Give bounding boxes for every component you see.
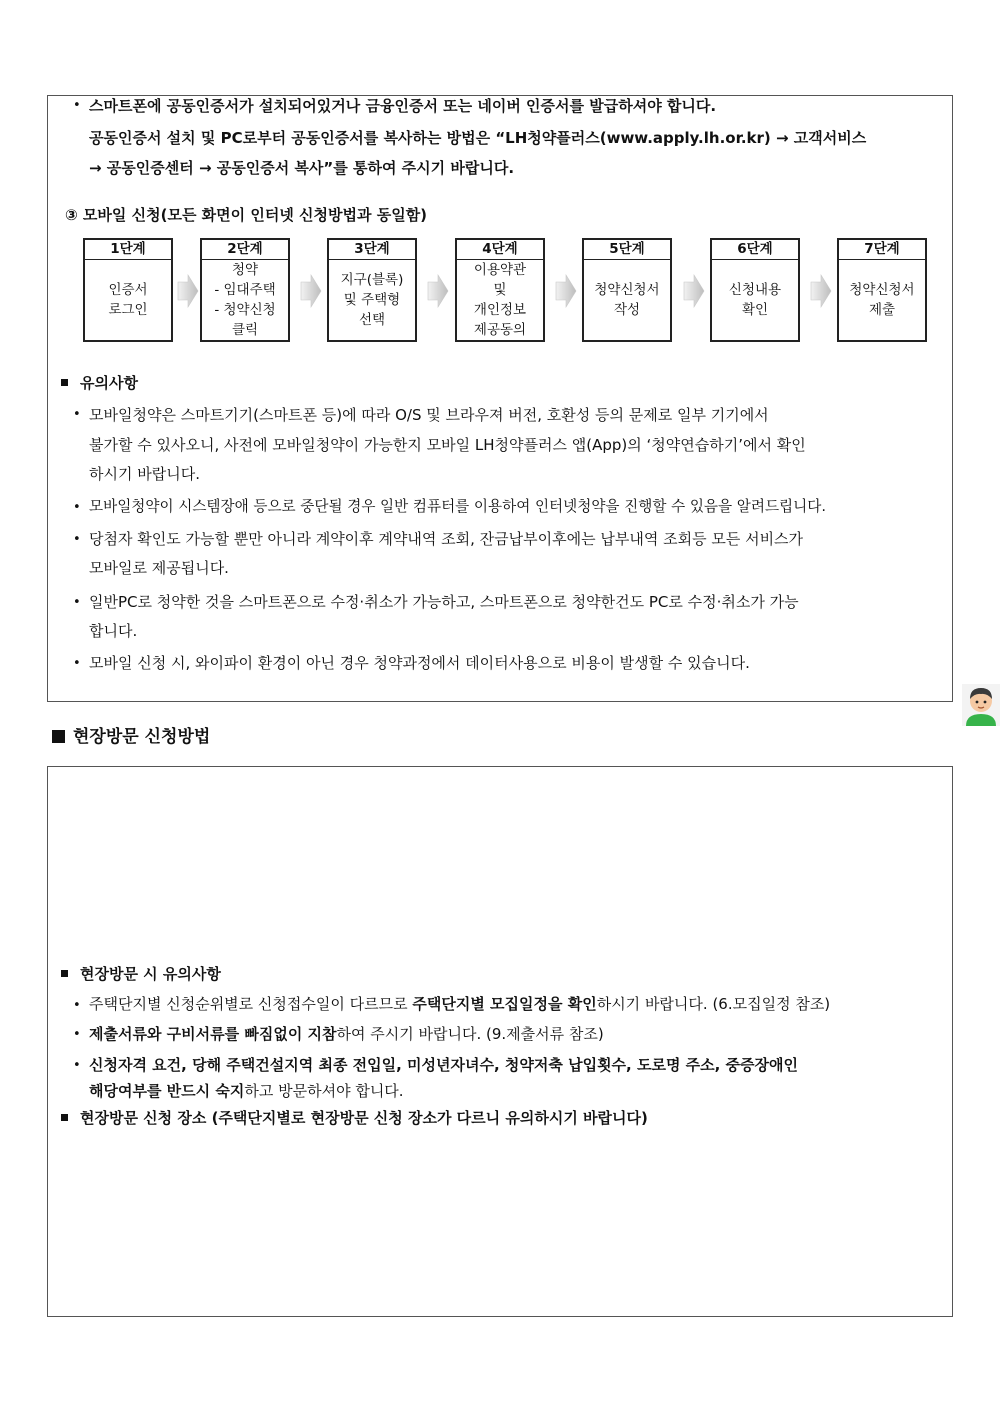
step-1-body: 인증서 로그인 — [108, 282, 148, 318]
section-title-text: 현장방문 신청방법 — [73, 727, 211, 747]
visit-note-1-a: 주택단지별 신청순위별로 신청접수일이 다르므로 — [89, 995, 413, 1013]
step-arrow-icon — [299, 274, 323, 308]
note-4-line1: 일반PC로 청약한 것을 스마트폰으로 수정·취소가 가능하고, 스마트폰으로 청약한건도 PC로 수정·취소가 가능 — [89, 593, 799, 611]
step-1-head: 1단계 — [85, 240, 171, 260]
note-1-line3: 하시기 바랍니다. — [89, 465, 200, 483]
bullet-dot: • — [73, 1027, 81, 1042]
step-4-box — [455, 238, 545, 342]
step-6-body: 신청내용 확인 — [728, 282, 782, 318]
visit-place-title: 현장방문 신청 장소 (주택단지별로 현장방문 신청 장소가 다르니 유의하시기 바랍니다) — [80, 1109, 648, 1127]
step-6-head: 6단계 — [712, 240, 798, 260]
bullet-dot: • — [73, 656, 81, 671]
cert-notice-line3: → 공동인증센터 → 공동인증서 복사”를 통하여 주시기 바랍니다. — [89, 159, 515, 177]
step-2-head: 2단계 — [202, 240, 288, 260]
visit-notes-title: 현장방문 시 유의사항 — [80, 965, 221, 983]
square-bullet-icon — [61, 379, 68, 386]
step-4-body: 이용약관 및 개인정보 제공동의 — [473, 262, 527, 338]
visit-note-3-line1: 신청자격 요건, 당해 주택건설지역 최종 전입일, 미성년자녀수, 청약저축 납입횟수, 도로명 주소, 중증장애인 — [89, 1056, 799, 1074]
visit-note-2-bold: 제출서류와 구비서류를 빠짐없이 지참 — [89, 1025, 337, 1043]
visit-note-1 — [89, 994, 830, 1014]
step-5-body: 청약신청서 작성 — [594, 282, 660, 318]
bullet-dot: • — [73, 500, 81, 515]
step-arrow-icon — [176, 274, 200, 308]
notes-title: 유의사항 — [80, 374, 138, 392]
note-1-line1: 모바일청약은 스마트기기(스마트폰 등)에 따라 O/S 및 브라우져 버전, 호환성 등의 문제로 일부 기기에서 — [89, 406, 769, 424]
note-3-line2: 모바일로 제공됩니다. — [89, 559, 229, 577]
visit-note-2-b: 하여 주시기 바랍니다. (9.제출서류 참조) — [336, 1025, 604, 1043]
bullet-dot: • — [73, 407, 81, 422]
section-title — [52, 725, 210, 749]
step-1-box — [83, 238, 173, 342]
step-2-body: 청약 - 임대주택 - 청약신청 클릭 — [214, 262, 276, 338]
square-icon — [52, 730, 65, 743]
bullet-dot: • — [73, 998, 81, 1013]
bullet-dot: • — [73, 595, 81, 610]
square-bullet-icon — [61, 1114, 68, 1121]
step-5-head: 5단계 — [584, 240, 670, 260]
note-2-line1: 모바일청약이 시스템장애 등으로 중단될 경우 일반 컴퓨터를 이용하여 인터넷청약을 진행할 수 있음을 알려드립니다. — [89, 498, 826, 515]
visit-note-2 — [89, 1024, 604, 1044]
step-6-box — [710, 238, 800, 342]
step-arrow-icon — [554, 274, 578, 308]
step-arrow-icon — [426, 274, 450, 308]
cert-notice-line2: 공동인증서 설치 및 PC로부터 공동인증서를 복사하는 방법은 “LH청약플러스(www.apply.lh.or.kr) → 고객서비스 — [89, 129, 867, 147]
visit-note-1-c: 하시기 바랍니다. (6.모집일정 참조) — [596, 995, 831, 1013]
avatar-icon[interactable] — [962, 684, 1000, 726]
bullet-dot: • — [73, 98, 81, 113]
step-7-body: 청약신청서 제출 — [849, 282, 915, 318]
visit-note-1-bold: 주택단지별 모집일정을 확인 — [412, 995, 597, 1013]
mobile-application-title: ③ 모바일 신청(모든 화면이 인터넷 신청방법과 동일함) — [65, 206, 428, 224]
note-4-line2: 합니다. — [89, 622, 138, 640]
note-3-line1: 당첨자 확인도 가능할 뿐만 아니라 계약이후 계약내역 조회, 잔금납부이후에는 납부내역 조회등 모든 서비스가 — [89, 530, 804, 548]
bullet-dot: • — [73, 1058, 81, 1073]
step-7-box — [837, 238, 927, 342]
step-arrow-icon — [809, 274, 833, 308]
note-1-line2: 불가할 수 있사오니, 사전에 모바일청약이 가능한지 모바일 LH청약플러스 앱(App)의 ‘청약연습하기’에서 확인 — [89, 436, 806, 454]
step-3-head: 3단계 — [329, 240, 415, 260]
step-5-box — [582, 238, 672, 342]
note-5-line1: 모바일 신청 시, 와이파이 환경이 아닌 경우 청약과정에서 데이터사용으로 비용이 발생할 수 있습니다. — [89, 654, 750, 672]
bullet-dot: • — [73, 532, 81, 547]
visit-note-3-line2 — [89, 1081, 404, 1101]
step-arrow-icon — [682, 274, 706, 308]
cert-notice-line1: 스마트폰에 공동인증서가 설치되어있거나 금융인증서 또는 네이버 인증서를 발급하셔야 합니다. — [89, 97, 717, 115]
step-4-head: 4단계 — [457, 240, 543, 260]
step-2-box — [200, 238, 290, 342]
step-3-body: 지구(블록) 및 주택형 선택 — [340, 272, 404, 328]
visit-note-3-bold: 해당여부를 반드시 숙지 — [89, 1082, 245, 1100]
visit-note-3-b: 하고 방문하셔야 합니다. — [244, 1082, 404, 1100]
square-bullet-icon — [61, 970, 68, 977]
step-3-box — [327, 238, 417, 342]
step-7-head: 7단계 — [839, 240, 925, 260]
